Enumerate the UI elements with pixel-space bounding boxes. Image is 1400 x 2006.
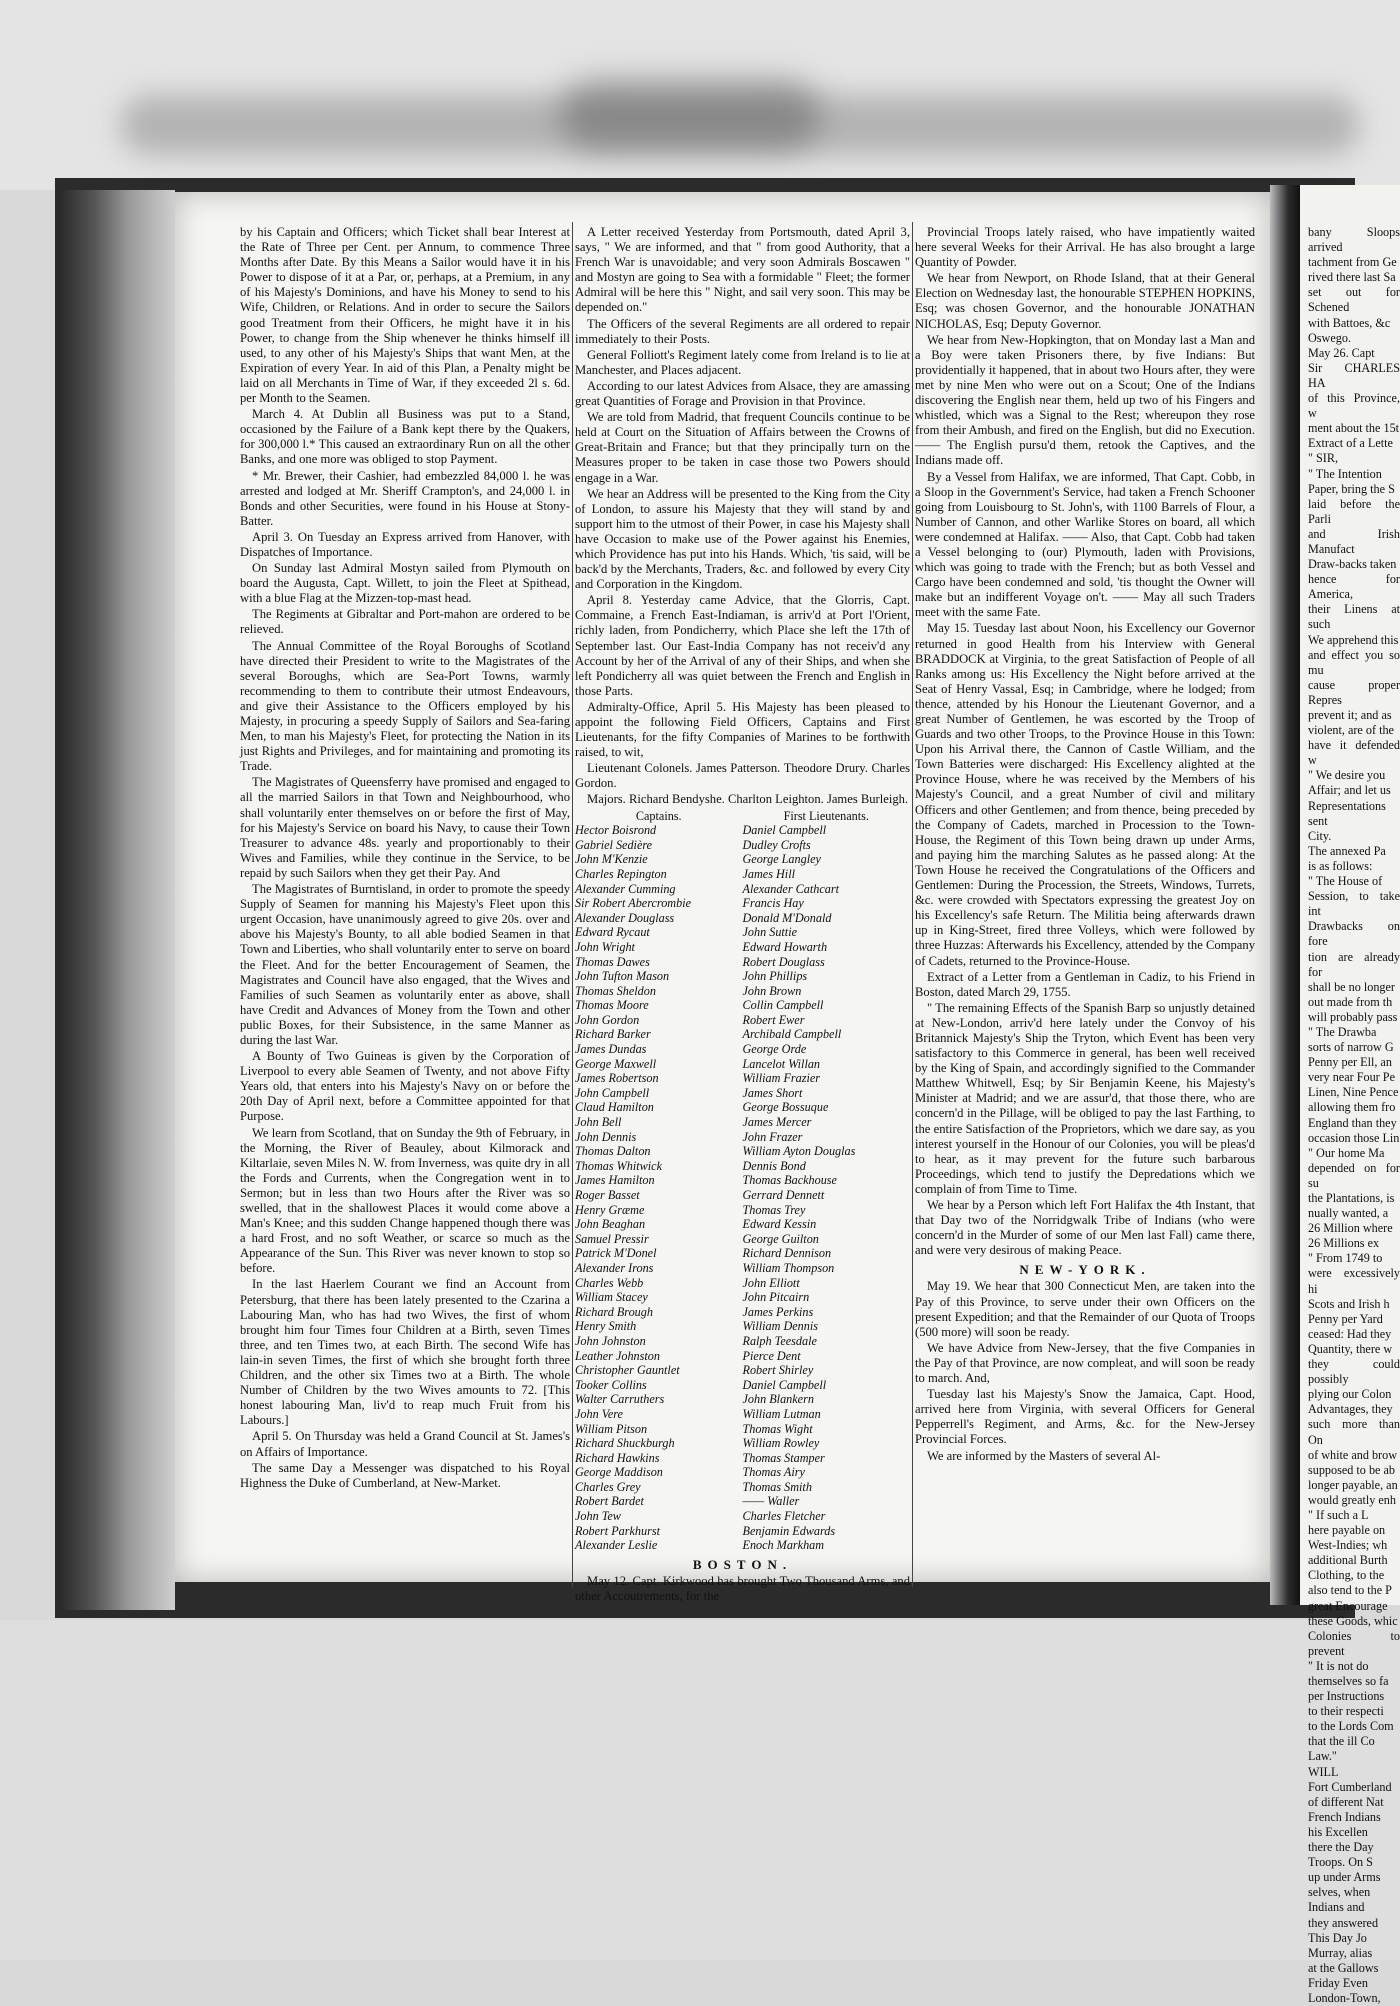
article-paragraph: Admiralty-Office, April 5. His Majesty has been pleased to appoint the following Field Officers, Captains and First Lieutenants, for the fifty Companies of Marines to be forthwith raised, to wit,: [575, 699, 910, 760]
facing-page-line: Clothing, to the: [1308, 1568, 1385, 1583]
facing-page-line: and Irish Manufact: [1308, 526, 1400, 556]
article-paragraph: We hear by a Person which left Fort Halifax the 4th Instant, that that Day two of the Norridgwalk Tribe of Indians (who were concern'd in the Murder of some of our Men last Fall) came there, and were very desirous of making Peace.: [915, 1198, 1255, 1258]
officer-name: John Wright: [575, 939, 635, 954]
facing-page-line: " From 1749 to: [1308, 1251, 1383, 1266]
officer-name: James Hill: [742, 866, 795, 881]
officer-name: John Vere: [575, 1406, 623, 1421]
officer-name: Charles Webb: [575, 1275, 644, 1290]
officer-name: James Perkins: [742, 1304, 814, 1319]
facing-page-line: such more than On: [1308, 1417, 1400, 1447]
facing-page-line: prevent it; and as: [1308, 708, 1392, 722]
officer-name: John Johnston: [575, 1333, 646, 1348]
officer-name: Tooker Collins: [575, 1377, 647, 1392]
article-paragraph: We are informed by the Masters of several Al-: [927, 1448, 1161, 1463]
officer-name: Dudley Crofts: [742, 837, 811, 852]
article-paragraph: April 8. Yesterday came Advice, that the Glorris, Capt. Commaine, a French East-Indiaman, is arriv'd at Port l'Orient, richly laden, from Pondicherry, which Place she left the 17th of September last. Our East-India Company has not receiv'd any Account by her of the Arrival of any of their Ships, and when she left Pondicherry all was quiet between the French and English in those Parts.: [575, 593, 910, 698]
column-3: [915, 225, 1255, 1585]
facing-page-line: French Indians: [1308, 1809, 1381, 1824]
officer-name: Edward Howarth: [742, 939, 828, 954]
facing-page-line: Affair; and let us: [1308, 783, 1391, 798]
officer-name: James Hamilton: [575, 1173, 655, 1188]
column-2: [575, 225, 910, 1604]
facing-page-line: West-Indies; wh: [1308, 1538, 1388, 1553]
facing-page-line: We apprehend this: [1308, 632, 1399, 647]
article-paragraph: April 5. On Thursday was held a Grand Council at St. James's on Affairs of Importance.: [240, 1429, 570, 1459]
facing-page-line: bany Sloops arrived: [1308, 225, 1400, 255]
facing-page-line: laid before the Parli: [1308, 496, 1400, 526]
facing-page-line: per Instructions: [1308, 1689, 1385, 1704]
facing-page-line: they answered: [1308, 1915, 1379, 1930]
article-paragraph: The Officers of the several Regiments are all ordered to repair immediately to their Posts.: [575, 316, 910, 346]
officer-name: Walter Carruthers: [575, 1392, 665, 1407]
facing-page-line: Drawbacks on fore: [1308, 919, 1400, 949]
article-paragraph: April 3. On Tuesday an Express arrived from Hanover, with Dispatches of Importance.: [240, 529, 570, 559]
facing-page-line: Quantity, there w: [1308, 1341, 1393, 1356]
facing-page-line: Penny per Ell, an: [1308, 1055, 1392, 1070]
article-paragraph: Lieutenant Colonels. James Patterson. Theodore Drury. Charles Gordon.: [575, 761, 910, 791]
officer-name: George Guilton: [742, 1231, 819, 1246]
facing-page-line: is as follows:: [1308, 858, 1373, 873]
officer-name: Richard Brough: [575, 1304, 653, 1319]
new-york-heading: NEW-YORK.: [1019, 1262, 1151, 1278]
boston-heading: BOSTON.: [692, 1556, 793, 1572]
facing-page-line: nually wanted, a: [1308, 1206, 1389, 1221]
facing-page-line: " If such a L: [1308, 1507, 1369, 1522]
article-paragraph: May 19. We hear that 300 Connecticut Men, are taken into the Pay of this Province, to serve under their own Officers on the present Expedition; and that the Remainder of our Quota of Troops (500 more) will soon be ready.: [915, 1279, 1255, 1339]
officer-name: Donald M'Donald: [742, 910, 832, 925]
officer-name: Christopher Gauntlet: [575, 1363, 680, 1378]
facing-page-line: would greatly enh: [1308, 1492, 1396, 1507]
officer-name: James Short: [742, 1085, 803, 1100]
officer-name: Richard Shuckburgh: [575, 1436, 675, 1451]
article-paragraph: May 15. Tuesday last about Noon, his Excellency our Governor returned in good Health from his Interview with General BRADDOCK at Virginia, to the great Satisfaction of People of all Ranks among us: His Excellency the Night before arrived at the Seat of Henry Vassal, Esq; in Cambridge, where he lodged; from thence, attended by his Honour the Lieutenant Governor, and a great Number of Gentlemen, he was escorted by the Troop of Guards and two other Troops, to the Province House in this Town: Upon his Arrival there, the Cannon of Castle William, and the Town Batteries were discharged: His Excellency alighted at the Province House, where he was received by the Members of his Majesty's Council, and a great Number of civil and military Officers and other Gentlemen; and from thence, being preceded by the Company of Cadets, marched in Procession to the Town-House, the Regiment of this Town being drawn up under Arms, and paying him the marching Salutes as he passed along: At the Town House he received the Congratulations of the Officers and Gentlemen: During the Procession, the Streets, Windows, Turrets, &c. were crowded with Spectators expressing the greatest Joy on his Excellency's safe Return. The Militia being afterwards drawn up in King-Street, fired three Volleys, which were followed by three Huzzas: Afterwards his Excellency, attended by the Company of Cadets, returned to the Province-House.: [915, 621, 1255, 968]
facing-page-line: Fort Cumberland: [1308, 1779, 1392, 1794]
officer-name: John Bell: [575, 1115, 622, 1130]
officer-name: Alexander Douglass: [575, 910, 675, 925]
facing-page-line: to the Lords Com: [1308, 1719, 1394, 1734]
article-paragraph: We are told from Madrid, that frequent Councils continue to be held at Court on the Situation of Affairs between the Crowns of Great-Britain and France; but that they principally turn on the Measures proper to be taken in case those two Powers should engage in a War.: [575, 410, 910, 485]
facing-page-line: Session, to take int: [1308, 889, 1400, 919]
officer-name: —— Waller: [742, 1494, 800, 1509]
officer-name: John Brown: [742, 983, 802, 998]
facing-page-line: sorts of narrow G: [1308, 1040, 1394, 1055]
article-paragraph: The Magistrates of Burntisland, in order to promote the speedy Supply of Seamen for manning his Majesty's Fleet upon this urgent Occasion, have unanimously agreed to give 20s. over and above his Majesty's Bounty, to all able bodied Seamen in that Town and Liberties, who shall voluntarily enter to serve on board the Fleet. And for the better Encouragement of Seamen, the Magistrates and Council have also engaged, that the Wives and Families of such Seamen as voluntarily enter as above, shall have Credit and Advances of Money from the Town and other public Boxes, for their Subsistence, in the same Manner as during the last War.: [240, 882, 570, 1047]
officer-name: John Phillips: [742, 969, 808, 984]
facing-page-line: Law.": [1308, 1749, 1337, 1764]
officer-name: Claud Hamilton: [575, 1100, 654, 1115]
facing-page-line: of white and brow: [1308, 1447, 1398, 1462]
officer-name: William Ayton Douglas: [742, 1144, 856, 1159]
officer-name: Thomas Smith: [742, 1479, 812, 1494]
facing-page-line: additional Burth: [1308, 1553, 1388, 1568]
facing-page-line: the Plantations, is: [1308, 1191, 1395, 1205]
facing-page-line: also tend to the P: [1308, 1583, 1392, 1598]
facing-page-line: Representations sent: [1308, 798, 1386, 828]
article-paragraph: May 12. Capt. Kirkwood has brought Two Thousand Arms, and other Accoutrements, for the: [575, 1573, 910, 1604]
facing-page-line: Troops. On S: [1308, 1855, 1373, 1870]
officer-name: Alexander Cathcart: [742, 881, 839, 896]
facing-page-line: tachment from Ge: [1308, 255, 1397, 270]
article-paragraph: The Annual Committee of the Royal Boroughs of Scotland have directed their President to write to the Magistrates of the several Boroughs, which are Sea-Port Towns, warmly recommending to them to contribute their utmost Endeavours, and give their Assistance to the Officers employed by his Majesty, in procuring a speedy Supply of Sailors and Sea-faring Men, to man his Majesty's Fleet, for protecting the Nation in its just Rights and Privileges, and for maintaining and promoting its Trade.: [240, 638, 570, 774]
facing-page-line: rived there last Sa: [1308, 270, 1396, 285]
officer-name: George Maxwell: [575, 1056, 657, 1071]
officer-name: Thomas Stamper: [742, 1450, 825, 1465]
facing-page-line: " SIR,: [1308, 451, 1339, 466]
officer-name: Richard Hawkins: [575, 1450, 660, 1465]
officer-name: William Dennis: [742, 1319, 818, 1334]
facing-page-line: plying our Colon: [1308, 1387, 1392, 1402]
officer-list: [575, 809, 910, 1553]
facing-page-line: allowing them fro: [1308, 1100, 1396, 1115]
officer-name: Benjamin Edwards: [742, 1523, 836, 1538]
officer-name: William Rowley: [742, 1436, 820, 1451]
officer-name: Thomas Dalton: [575, 1144, 651, 1159]
facing-page-line: violent, are of the: [1308, 723, 1394, 738]
officer-name: James Dundas: [575, 1042, 647, 1057]
officer-name: Leather Johnston: [575, 1348, 660, 1363]
officer-name: Henry Græme: [575, 1202, 645, 1217]
officer-name: Hector Boisrond: [575, 823, 657, 838]
officer-name: Robert Shirley: [742, 1363, 814, 1378]
facing-page-line: were excessively hi: [1308, 1266, 1400, 1296]
article-paragraph: A Bounty of Two Guineas is given by the Corporation of Liverpool to every able Seamen of Twenty, and not above Fifty Years old, that enters into his Majesty's Navy on or before the 20th Day of April next, before a Committee appointed for that Purpose.: [240, 1049, 570, 1124]
article-paragraph: " The remaining Effects of the Spanish Barp so unjustly detained at New-London, arriv'd here lately under the Convoy of his Britannick Majesty's Ship the Tryton, which Event has been very satisfactory to this Commerce in general, has been well received by the King of Spain, and accordingly signified to the Commander Matthew Whitwell, Esq; by Sir Benjamin Keene, his Majesty's Minister at Madrid; and we are assur'd, that those there, who are concern'd in the Pillage, will be obliged to pay the last Farthing, to the entire Satisfaction of the Proprietors, which we dare say, as you interest yourself in the Honour of our Colonies, you will be pleas'd to hear, as it may prevent for the future such barbarous Proceedings, which tend to justify the Depredations which we complain of from Time to Time.: [915, 1000, 1255, 1196]
facing-page-line: ceased: Had they: [1308, 1326, 1392, 1341]
officer-name: George Bossuque: [742, 1100, 829, 1115]
facing-page-line: Draw-backs taken: [1308, 557, 1397, 572]
facing-page-line: May 26. Capt: [1308, 345, 1375, 360]
article-paragraph: Extract of a Letter from a Gentleman in Cadiz, to his Friend in Boston, dated March 29, 1755.: [915, 969, 1255, 999]
officer-name: Robert Douglass: [742, 954, 825, 969]
article-paragraph: March 4. At Dublin all Business was put to a Stand, occasioned by the Failure of a Bank kept there by the Quakers, for 300,000 l.* This caused an extraordinary Run on all the other Banks, and one more was obliged to stop Payment.: [240, 407, 570, 467]
officer-name: Daniel Campbell: [742, 1377, 827, 1392]
officer-name: William Pitson: [575, 1421, 648, 1436]
facing-page-line: Advantages, they: [1308, 1402, 1393, 1417]
facing-page-line: up under Arms: [1308, 1870, 1381, 1885]
facing-page-line: longer payable, an: [1308, 1477, 1398, 1492]
officer-name: Sir Robert Abercrombie: [575, 896, 691, 911]
facing-page-line: Paper, bring the S: [1308, 481, 1395, 496]
article-paragraph: We hear from Newport, on Rhode Island, that at their General Election on Wednesday last, the honourable STEPHEN HOPKINS, Esq; was chosen Governor, and the honourable JONATHAN NICHOLAS, Esq; Deputy Governor.: [915, 271, 1255, 331]
book-gutter: [1270, 185, 1300, 1605]
officer-name: Charles Repington: [575, 866, 667, 881]
facing-page-line: hence for America,: [1308, 572, 1400, 602]
facing-page-line: 26 Million where: [1308, 1221, 1393, 1236]
facing-page-line: " The House of: [1308, 874, 1383, 889]
facing-page-line: Sir CHARLES HA: [1308, 360, 1400, 390]
facing-page-line: Colonies to prevent: [1308, 1628, 1400, 1658]
officer-name: George Langley: [742, 852, 821, 867]
facing-page-line: and effect you so mu: [1308, 647, 1400, 677]
facing-page-line: of different Nat: [1308, 1794, 1384, 1809]
officer-name: George Maddison: [575, 1465, 663, 1480]
facing-page-line: Murray, alias: [1308, 1945, 1373, 1960]
facing-page-line: depended on for su: [1308, 1160, 1400, 1190]
officer-name: John Dennis: [575, 1129, 637, 1144]
officer-name: Patrick M'Donel: [575, 1246, 657, 1261]
officer-name: Roger Basset: [575, 1188, 640, 1202]
officer-name: Robert Parkhurst: [575, 1523, 660, 1538]
facing-page-line: London-Town,: [1308, 1990, 1381, 2005]
officer-name: John Blankern: [742, 1392, 814, 1407]
scan-background-bottom: [0, 1620, 1400, 1960]
facing-page-line: " The Drawba: [1308, 1024, 1377, 1039]
officer-name: Thomas Whitwick: [575, 1158, 663, 1173]
article-paragraph: By a Vessel from Halifax, we are informed, That Capt. Cobb, in a Sloop in the Government's Service, had taken a French Schooner going from Louisbourg to St. John's, with 1100 Barrels of Flour, a Number of Cannon, and other Warlike Stores on board, all which were condemned at Halifax. —— Also, that Capt. Cobb had taken a Vessel belonging to (our) Plymouth, laden with Provisions, which was going to trade with the French; but as both Vessel and Cargo have been condemned and sold, 'tis thought the Owner will make but an indifferent Voyage on't. —— May all such Traders meet with the same Fate.: [915, 469, 1255, 620]
officer-name: John Campbell: [575, 1085, 650, 1100]
officer-name: Collin Campbell: [742, 998, 824, 1013]
facing-page-line: there the Day: [1308, 1840, 1374, 1855]
column-rule: [912, 222, 913, 1587]
officer-name: Thomas Wight: [742, 1421, 813, 1436]
officer-name: John Gordon: [575, 1012, 640, 1027]
facing-page-line: great Encourage: [1308, 1598, 1388, 1613]
officer-name: Edward Rycaut: [575, 925, 650, 940]
article-paragraph: The Magistrates of Queensferry have promised and engaged to all the married Sailors in that Town and Neighbourhood, who shall voluntarily enter themselves on or before the first of May, for his Majesty's Service on board his Navy, to cause their Town Treasurer to advance 48s. yearly and proportionably to their Wives and Families, while they continue in the Service, to be repaid by such Sailors when they get their Pay. And: [240, 775, 570, 880]
article-paragraph: Provincial Troops lately raised, who have impatiently waited here several Weeks for their Arrival. He has also brought a large Quantity of Powder.: [915, 225, 1255, 270]
page-stack-edge: [60, 190, 175, 1610]
facing-page-line: that the ill Co: [1308, 1734, 1375, 1749]
officer-name: Thomas Trey: [742, 1202, 806, 1217]
facing-page-column: [1308, 225, 1400, 2005]
article-paragraph: The Regiments at Gibraltar and Port-mahon are ordered to be relieved.: [240, 607, 570, 637]
facing-page-line: Indians and: [1308, 1900, 1365, 1915]
article-paragraph: In the last Haerlem Courant we find an Account from Petersburg, that there has been lately presented to the Czarina a Labouring Man, who has had two Wives, the first of whom brought him four Times four Children at a Birth, seven Times three, and ten Times two, at each Birth. The second Wife has lain-in seven Times, the first of which she brought forth three Children, and the other six Times two at a Birth. The whole Number of Children by the two Wives amounts to 72. [This honest labouring Man, liv'd to reap much Fruit from his Labours.]: [240, 1277, 570, 1428]
officer-name: Alexander Irons: [575, 1260, 654, 1275]
officer-name: Thomas Airy: [742, 1465, 805, 1480]
article-paragraph: The same Day a Messenger was dispatched to his Royal Highness the Duke of Cumberland, at New-Market.: [240, 1460, 570, 1490]
officer-name: William Stacey: [575, 1290, 648, 1305]
column-1: [240, 225, 570, 1585]
article-paragraph: We learn from Scotland, that on Sunday the 9th of February, in the Morning, the River of Beauley, about Kilmorack and Kiltarlaie, seven Miles N. W. from Inverness, was quite dry in all the Fords and Currents, when the Congregation went in to Sermon; but in less than two Hours after the River was so swelled, that in the shallowest Places it would come above a Man's Knee; and this sudden Change happened though there was a hard Frost, and no soft Weather, or scarce so much as the Appearance of the Sun. This River was never known to stop so before.: [240, 1125, 570, 1276]
facing-page-line: " It is not do: [1308, 1658, 1369, 1673]
officer-name: Samuel Pressir: [575, 1231, 649, 1246]
officer-name: William Frazier: [742, 1071, 821, 1086]
facing-page-line: England than they: [1308, 1115, 1397, 1130]
facing-page-line: The annexed Pa: [1308, 843, 1386, 858]
facing-page-line: 26 Millions ex: [1308, 1236, 1380, 1251]
officer-name: Thomas Backhouse: [742, 1173, 837, 1188]
officer-name: Ralph Teesdale: [742, 1333, 817, 1348]
officer-name: Dennis Bond: [742, 1158, 806, 1173]
officer-name: Pierce Dent: [742, 1348, 801, 1363]
officer-name: Thomas Sheldon: [575, 983, 656, 998]
officer-name: George Orde: [742, 1042, 807, 1057]
facing-page-line: This Day Jo: [1308, 1930, 1367, 1945]
facing-page-line: at the Gallows: [1308, 1960, 1379, 1975]
article-paragraph: Tuesday last his Majesty's Snow the Jamaica, Capt. Hood, arrived here from Virginia, with several Officers for General Pepperrell's Regiment, and Arms, &c. for the New-Jersey Provincial Forces.: [915, 1387, 1255, 1447]
officer-name: Gerrard Dennett: [742, 1188, 825, 1202]
facing-page-line: their Linens at such: [1308, 602, 1400, 632]
article-paragraph: by his Captain and Officers; which Ticket shall bear Interest at the Rate of Three per Cent. per Annum, to commence Three Months after Date. By this Means a Sailor would have it in his Power to dispose of it at a Par, or, perhaps, at a Premium, in any of his Majesty's Dominions, and have his Money to send to his Wife, Children, or Relations. And in order to secure the Sailors good Treatment from their Officers, he might have it in his Power, to change from the Ship whenever he thinks himself ill used, to any other of his Majesty's Ships that want Men, at the Expiration of every Year. In aid of this Plan, a Penalty might be laid on all Merchants in Time of War, if they exceeded 2l s. 6d. per Month to the Seamen.: [240, 225, 570, 406]
facing-page-line: have it defended w: [1308, 738, 1400, 768]
officer-name: Alexander Cumming: [575, 881, 676, 896]
officer-name: Charles Fletcher: [742, 1509, 826, 1524]
officer-name: John Suttie: [742, 925, 797, 940]
facing-page-line: Extract of a Lette: [1308, 436, 1393, 451]
facing-page-line: very near Four Pe: [1308, 1070, 1395, 1085]
officer-name: Thomas Dawes: [575, 954, 650, 969]
facing-page-line: here payable on: [1308, 1523, 1386, 1538]
officer-name: William Thompson: [742, 1260, 835, 1275]
facing-page-line: his Excellen: [1308, 1824, 1368, 1839]
officer-name: John Tew: [575, 1509, 621, 1524]
facing-page-line: Penny per Yard: [1308, 1311, 1383, 1326]
officer-name: John Beaghan: [575, 1217, 646, 1232]
officer-name: John Pitcairn: [742, 1290, 810, 1305]
facing-page-line: out made from th: [1308, 994, 1393, 1009]
lieutenants-header: First Lieutenants.: [783, 808, 869, 823]
officer-name: James Mercer: [742, 1115, 812, 1130]
officer-name: John M'Kenzie: [575, 852, 648, 867]
officer-name: Enoch Markham: [742, 1538, 825, 1553]
officer-name: Thomas Moore: [575, 998, 649, 1013]
officer-name: Robert Ewer: [742, 1012, 805, 1027]
captains-header: Captains.: [635, 808, 682, 823]
officer-name: John Elliott: [742, 1275, 800, 1290]
scan-smudge: [560, 80, 820, 150]
facing-page-line: " Our home Ma: [1308, 1145, 1385, 1160]
article-paragraph: We hear from New-Hopkington, that on Monday last a Man and a Boy were taken Prisoners there, by five Indians: But providentially it happened, that in about two Hours after, they were met by nine Men who were out on a Scout; One of the Indians discovering the English near them, held up two of his Fingers and whistled, which was a Signal to the Rest; whereupon they rose from their Ambush, and fired on the English, but did no Execution. —— The English pursu'd them, retook the Captives, and the Indians made off.: [915, 332, 1255, 468]
facing-page-line: Oswego.: [1308, 330, 1351, 345]
article-paragraph: On Sunday last Admiral Mostyn sailed from Plymouth on board the Augusta, Capt. Willett, to join the Fleet at Spithead, with a blue Flag at the Mizzen-top-mast head.: [240, 561, 570, 606]
officer-name: John Frazer: [742, 1129, 803, 1144]
facing-page-line: set out for Schened: [1308, 285, 1400, 315]
officer-name: Richard Barker: [575, 1027, 651, 1042]
facing-page-line: cause proper Repres: [1308, 677, 1400, 707]
facing-page-line: " We desire you: [1308, 768, 1386, 783]
facing-page-line: supposed to be ab: [1308, 1462, 1395, 1477]
facing-page-line: they could possibly: [1308, 1357, 1400, 1387]
facing-page-line: of this Province, w: [1308, 391, 1400, 421]
officer-name: Gabriel Sedière: [575, 837, 653, 852]
facing-page-line: WILL: [1308, 1764, 1339, 1779]
facing-page-line: ment about the 15t: [1308, 421, 1400, 436]
facing-page-line: with Battoes, &c: [1308, 315, 1391, 330]
facing-page-line: selves, when: [1308, 1885, 1371, 1900]
article-paragraph: A Letter received Yesterday from Portsmouth, dated April 3, says, " We are informed, and that " from good Authority, that a French War is unavoidable; and very soon Admirals Boscawen " and Mostyn are going to Sea with a formidable " Fleet; the former Admiral will be here this " Night, and sail very soon. This may be depended on.": [575, 225, 910, 315]
officer-name: Robert Bardet: [575, 1494, 644, 1509]
officer-name: Richard Dennison: [742, 1246, 832, 1261]
officer-name: William Lutman: [742, 1406, 821, 1421]
facing-page-line: Scots and Irish h: [1308, 1296, 1390, 1311]
article-paragraph: General Folliott's Regiment lately come from Ireland is to lie at Manchester, and Places adjacent.: [575, 347, 910, 377]
facing-page-line: City.: [1308, 828, 1332, 843]
facing-page-line: occasion those Lin: [1308, 1130, 1400, 1145]
facing-page-line: Friday Even: [1308, 1975, 1368, 1990]
officer-name: Daniel Campbell: [742, 823, 827, 838]
column-rule: [572, 222, 573, 1587]
facing-page-line: these Goods, whic: [1308, 1613, 1398, 1628]
officer-name: James Robertson: [575, 1071, 659, 1086]
officer-name: Lancelot Willan: [742, 1056, 821, 1071]
facing-page-line: tion are already for: [1308, 949, 1400, 979]
officer-name: Henry Smith: [575, 1319, 637, 1334]
facing-page-line: will probably pass: [1308, 1009, 1398, 1024]
facing-page-line: " The Intention: [1308, 466, 1382, 481]
facing-page-line: to their respecti: [1308, 1704, 1384, 1719]
facing-page-line: shall be no longer: [1308, 979, 1395, 994]
facing-page-line: themselves so fa: [1308, 1674, 1389, 1688]
officer-name: John Tufton Mason: [575, 969, 670, 984]
facing-page-line: Linen, Nine Pence: [1308, 1085, 1399, 1100]
article-paragraph: We have Advice from New-Jersey, that the five Companies in the Pay of that Province, are now compleat, and will soon be ready to march. And,: [915, 1340, 1255, 1386]
article-paragraph: We hear an Address will be presented to the King from the City of London, to assure his Majesty that they will stand by and support him to the utmost of their Power, in case his Majesty shall have Occasion to make use of the Power against his Enemies, which Providence has put into his Hands. Which, 'tis said, will be back'd by the Merchants, Traders, &c. and followed by every City and Corporation in the Kingdom.: [575, 486, 910, 592]
officer-name: Edward Kessin: [742, 1217, 817, 1232]
officer-name: Alexander Leslie: [575, 1538, 658, 1553]
officer-name: Francis Hay: [742, 896, 804, 911]
article-paragraph: Majors. Richard Bendyshe. Charlton Leighton. James Burleigh.: [587, 792, 909, 807]
officer-name: Charles Grey: [575, 1479, 641, 1494]
officer-name: Archibald Campbell: [742, 1027, 842, 1042]
article-paragraph: According to our latest Advices from Alsace, they are amassing great Quantities of Forage and Provision in that Province.: [575, 378, 910, 409]
article-paragraph: * Mr. Brewer, their Cashier, had embezzled 84,000 l. he was arrested and lodged at Mr. Sheriff Crampton's, and 24,000 l. in Bonds and other Securities, were found in his House at Stony-Batter.: [240, 468, 570, 528]
